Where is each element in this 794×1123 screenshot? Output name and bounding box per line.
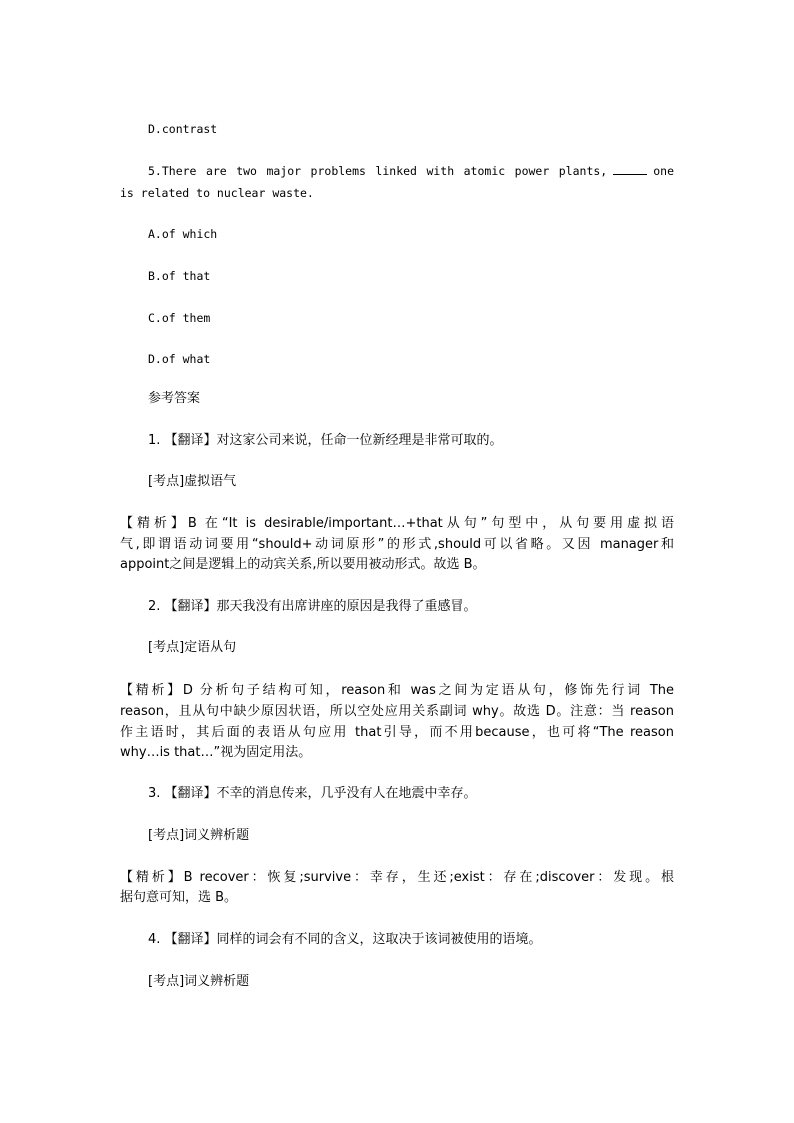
q5-stem-text: 5.There are two major problems linked with atomic power plants, — [148, 164, 608, 178]
a2-analysis-line4: why…is that…”视为固定用法。 — [120, 745, 312, 760]
a3-analysis-line2: 据句意可知，选 B。 — [120, 890, 238, 905]
a2-analysis-line1: 【精析】D 分析句子结构可知，reason和 was之间为定语从句，修饰先行词 The — [120, 683, 674, 698]
a1-analysis-line1: 【精析】B 在“It is desirable/important…+that从句”句型中，从句要用虚拟语 — [120, 516, 674, 531]
q5-option-a: A.of which — [148, 227, 218, 241]
a2-analysis-line2: reason，且从句中缺少原因状语，所以空处应用关系副词 why。故选 D。注意：当 reason — [120, 704, 674, 719]
q5-option-b: B.of that — [148, 269, 211, 283]
a3-exam-point: [考点]词义辨析题 — [148, 828, 250, 843]
a3-translation: 3. 【翻译】不幸的消息传来，几乎没有人在地震中幸存。 — [148, 786, 477, 801]
a3-analysis-line1: 【精析】B recover：恢复;survive：幸存，生还;exist：存在;discover：发现。根 — [120, 870, 674, 885]
q5-answer-blank — [613, 162, 647, 175]
q5-option-d: D.of what — [148, 352, 211, 366]
a1-analysis-line3: appoint之间是逻辑上的动宾关系,所以要用被动形式。故选 B。 — [120, 557, 486, 572]
a2-exam-point: [考点]定语从句 — [148, 640, 237, 655]
q5-option-c: C.of them — [148, 311, 211, 325]
q5-stem-line1 — [120, 161, 674, 182]
a1-translation: 1. 【翻译】对这家公司来说，任命一位新经理是非常可取的。 — [148, 433, 503, 448]
a2-translation: 2. 【翻译】那天我没有出席讲座的原因是我得了重感冒。 — [148, 599, 477, 614]
a4-exam-point: [考点]词义辨析题 — [148, 974, 250, 989]
a2-analysis-line3: 作主语时，其后面的表语从句应用 that引导，而不用because，也可将“The reason — [120, 725, 674, 740]
a1-analysis-line2: 气,即谓语动词要用“should+动词原形”的形式,should可以省略。又因 manager和 — [120, 537, 674, 552]
answer-heading: 参考答案 — [148, 391, 201, 406]
q5-stem-tail: one — [653, 164, 674, 178]
a4-translation: 4. 【翻译】同样的词会有不同的含义，这取决于该词被使用的语境。 — [148, 932, 542, 947]
a1-exam-point: [考点]虚拟语气 — [148, 474, 237, 489]
q5-stem-line2: is related to nuclear waste. — [120, 186, 314, 200]
q4-option-d: D.contrast — [148, 122, 218, 136]
